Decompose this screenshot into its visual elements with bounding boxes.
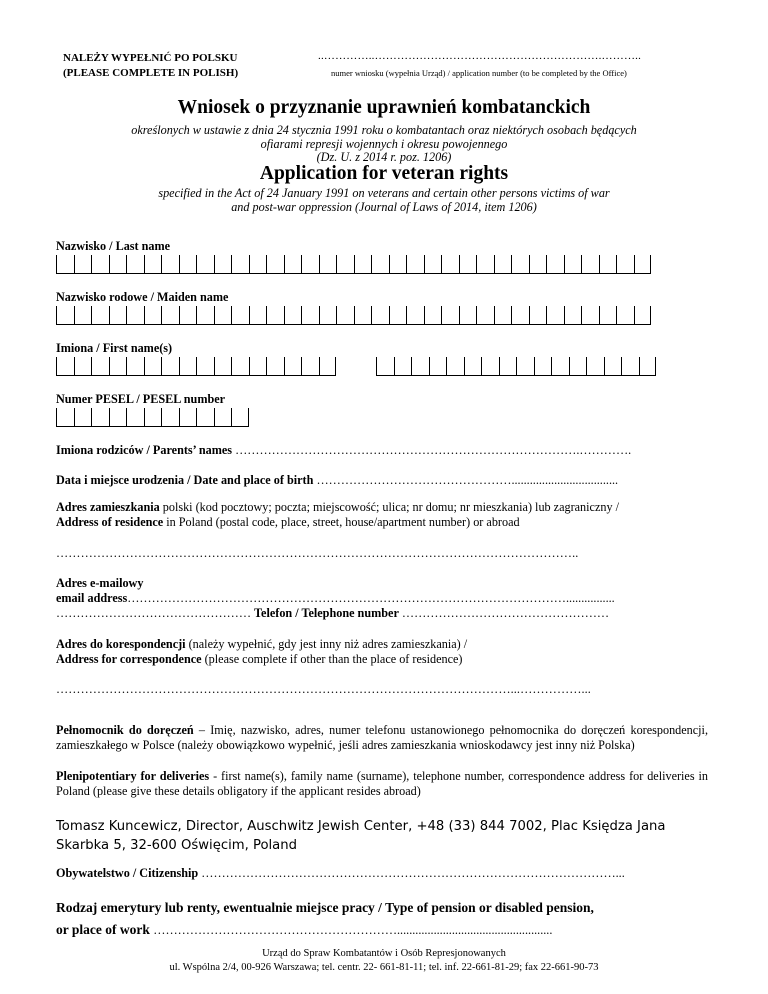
char-box[interactable] [546, 255, 564, 274]
residence-dots[interactable]: ……………………………………………………………………………………………………………….. [56, 546, 579, 560]
char-box[interactable] [109, 357, 127, 376]
char-box[interactable] [319, 255, 337, 274]
char-box[interactable] [179, 408, 197, 427]
char-box[interactable] [161, 408, 179, 427]
first-name-2-boxes[interactable] [376, 357, 656, 376]
char-box[interactable] [389, 306, 407, 325]
instruction-en: (PLEASE COMPLETE IN POLISH) [63, 67, 239, 79]
phone-dots-after[interactable]: …………………………………………… [401, 606, 610, 620]
maiden-name-label: Nazwisko rodowe / Maiden name [56, 290, 229, 304]
char-box[interactable] [231, 306, 249, 325]
phone-label: Telefon / Telephone number [254, 606, 399, 620]
char-box[interactable] [284, 306, 302, 325]
char-box[interactable] [109, 255, 127, 274]
title-en: Application for veteran rights [259, 163, 509, 184]
parents-names-row[interactable] [56, 443, 706, 458]
char-box[interactable] [621, 357, 639, 376]
char-box[interactable] [196, 255, 214, 274]
char-box[interactable] [564, 255, 582, 274]
char-box[interactable] [459, 255, 477, 274]
char-box[interactable] [74, 357, 92, 376]
char-box[interactable] [551, 357, 569, 376]
char-box[interactable] [56, 408, 74, 427]
char-box[interactable] [56, 255, 74, 274]
email-label-en: email address [56, 591, 128, 605]
char-box[interactable] [161, 255, 179, 274]
char-box[interactable] [336, 255, 354, 274]
char-box[interactable] [494, 306, 512, 325]
char-box[interactable] [74, 306, 92, 325]
char-box[interactable] [109, 306, 127, 325]
char-box[interactable] [126, 255, 144, 274]
instruction-pl: NALEŻY WYPEŁNIĆ PO POLSKU [63, 52, 238, 64]
correspondence-label [56, 637, 708, 667]
char-box[interactable] [91, 357, 109, 376]
char-box[interactable] [126, 408, 144, 427]
pension-label-line-1: Rodzaj emerytury lub renty, ewentualnie miejsce pracy / Type of pension or disabled pension, [56, 900, 594, 915]
char-box[interactable] [284, 357, 302, 376]
char-box[interactable] [371, 255, 389, 274]
maiden-name-boxes[interactable] [56, 306, 651, 325]
char-box[interactable] [411, 357, 429, 376]
plenipotentiary-bold-en: Plenipotentiary for deliveries [56, 769, 210, 783]
char-box[interactable] [406, 306, 424, 325]
char-box[interactable] [634, 306, 652, 325]
char-box[interactable] [494, 255, 512, 274]
char-box[interactable] [429, 357, 447, 376]
subtitle-en-line-1: specified in the Act of 24 January 1991 on veterans and certain other persons victims of war [158, 186, 610, 200]
char-box[interactable] [476, 255, 494, 274]
last-name-boxes[interactable] [56, 255, 651, 274]
birth-label: Data i miejsce urodzenia / Date and place of birth [56, 473, 314, 487]
char-box[interactable] [354, 306, 372, 325]
subtitle-en-line-2: and post-war oppression (Journal of Laws of 2014, item 1206) [231, 199, 537, 214]
char-box[interactable] [266, 255, 284, 274]
correspondence-text-en: (please complete if other than the place of residence) [201, 652, 463, 666]
char-box[interactable] [126, 357, 144, 376]
char-box[interactable] [161, 357, 179, 376]
char-box[interactable] [196, 357, 214, 376]
char-box[interactable] [376, 357, 394, 376]
char-box[interactable] [144, 357, 162, 376]
char-box[interactable] [319, 357, 337, 376]
char-box[interactable] [91, 255, 109, 274]
subtitle-pl [60, 124, 708, 165]
char-box[interactable] [266, 306, 284, 325]
phone-row[interactable] [56, 606, 706, 621]
char-box[interactable] [214, 306, 232, 325]
language-instruction [63, 51, 238, 81]
footer [0, 947, 768, 975]
pension-label [56, 897, 708, 941]
char-box[interactable] [249, 357, 267, 376]
char-box[interactable] [499, 357, 517, 376]
char-box[interactable] [529, 255, 547, 274]
residence-label-en: Address of residence [56, 515, 164, 529]
email-label [56, 576, 708, 606]
char-box[interactable] [301, 357, 319, 376]
char-box[interactable] [214, 357, 232, 376]
char-box[interactable] [604, 357, 622, 376]
phone-dots-before[interactable]: ………………………………………… [56, 606, 251, 620]
char-box[interactable] [569, 357, 587, 376]
char-box[interactable] [581, 255, 599, 274]
char-box[interactable] [424, 255, 442, 274]
char-box[interactable] [616, 255, 634, 274]
application-number-field[interactable]: ..…………..…………………………………………………….……….. [318, 50, 642, 62]
pesel-label: Numer PESEL / PESEL number [56, 392, 226, 406]
birth-row[interactable] [56, 473, 706, 488]
char-box[interactable] [371, 306, 389, 325]
char-box[interactable] [511, 306, 529, 325]
char-box[interactable] [389, 255, 407, 274]
char-box[interactable] [616, 306, 634, 325]
char-box[interactable] [91, 306, 109, 325]
char-box[interactable] [534, 357, 552, 376]
char-box[interactable] [441, 255, 459, 274]
char-box[interactable] [126, 306, 144, 325]
char-box[interactable] [301, 255, 319, 274]
char-box[interactable] [529, 306, 547, 325]
char-box[interactable] [581, 306, 599, 325]
char-box[interactable] [394, 357, 412, 376]
char-box[interactable] [336, 306, 354, 325]
plenipotentiary-bold-pl: Pełnomocnik do doręczeń [56, 723, 194, 737]
char-box[interactable] [441, 306, 459, 325]
email-dots[interactable]: ………………………………………………………………………………………………................ [127, 591, 615, 605]
char-box[interactable] [464, 357, 482, 376]
residence-label-pl: Adres zamieszkania [56, 500, 160, 514]
char-box[interactable] [284, 255, 302, 274]
application-number-label: numer wniosku (wypełnia Urząd) / application number (to be completed by the Office) [331, 68, 627, 78]
char-box[interactable] [406, 255, 424, 274]
footer-contact: ul. Wspólna 2/4, 00-926 Warszawa; tel. centr. 22- 661-81-11; tel. inf. 22-661-81-29; fax 22-661-90-73 [169, 962, 599, 973]
char-box[interactable] [301, 306, 319, 325]
char-box[interactable] [481, 357, 499, 376]
first-names-label: Imiona / First name(s) [56, 341, 173, 355]
char-box[interactable] [354, 255, 372, 274]
char-box[interactable] [179, 306, 197, 325]
char-box[interactable] [511, 255, 529, 274]
char-box[interactable] [179, 255, 197, 274]
correspondence-label-en: Address for correspondence [56, 652, 202, 666]
char-box[interactable] [599, 306, 617, 325]
citizenship-label: Obywatelstwo / Citizenship [56, 866, 199, 880]
char-box[interactable] [266, 357, 284, 376]
plenipotentiary-text-pl: – Imię, nazwisko, adres, numer telefonu ustanowionego pełnomocnika do doręczeń korespondencji, zamieszkałego w Polsce (należy obowiązkowo wypełnić, jeśli adres zamieszkania wnioskodawcy jest inny niż Polska) [56, 723, 708, 752]
char-box[interactable] [161, 306, 179, 325]
char-box[interactable] [56, 357, 74, 376]
char-box[interactable] [56, 306, 74, 325]
char-box[interactable] [634, 255, 652, 274]
char-box[interactable] [179, 357, 197, 376]
pension-dots[interactable]: ……………………………………………………................................................... [153, 923, 553, 937]
residence-text-en: in Poland (postal code, place, street, house/apartment number) or abroad [163, 515, 520, 529]
residence-label [56, 500, 708, 530]
subtitle-pl-line-1: określonych w ustawie z dnia 24 stycznia 1991 roku o kombatantach oraz niektórych osobach będących [131, 123, 637, 137]
citizenship-dots[interactable]: …………………………………………………………………………………………... [201, 866, 625, 880]
footer-office: Urząd do Spraw Kombatantów i Osób Represjonowanych [262, 948, 506, 959]
correspondence-dots[interactable]: …………………………………………………………………………………………………...……………... [56, 682, 591, 696]
char-box[interactable] [249, 306, 267, 325]
char-box[interactable] [196, 408, 214, 427]
char-box[interactable] [424, 306, 442, 325]
email-label-pl: Adres e-mailowy [56, 576, 144, 590]
pension-label-line-2: or place of work [56, 922, 150, 937]
correspondence-text-pl: (należy wypełnić, gdy jest inny niż adres zamieszkania) / [185, 637, 468, 651]
subtitle-pl-line-2: ofiarami represji wojennych i okresu powojennego [260, 136, 508, 151]
plenipotentiary-label-en [56, 769, 708, 799]
char-box[interactable] [144, 306, 162, 325]
char-box[interactable] [476, 306, 494, 325]
char-box[interactable] [74, 408, 92, 427]
char-box[interactable] [214, 255, 232, 274]
char-box[interactable] [144, 255, 162, 274]
char-box[interactable] [231, 255, 249, 274]
subtitle-en [60, 187, 708, 214]
char-box[interactable] [74, 255, 92, 274]
plenipotentiary-value[interactable]: Tomasz Kuncewicz, Director, Auschwitz Jewish Center, +48 (33) 844 7002, Plac Księdza Jana Skarbka 5, 32-600 Oświęcim, Poland [56, 819, 666, 853]
char-box[interactable] [109, 408, 127, 427]
char-box[interactable] [586, 357, 604, 376]
char-box[interactable] [319, 306, 337, 325]
birth-dots[interactable]: …………………………………………................................... [316, 473, 619, 487]
char-box[interactable] [459, 306, 477, 325]
residence-text-pl: polski (kod pocztowy; poczta; miejscowość; ulica; nr domu; nr mieszkania) lub zagraniczny / [159, 500, 619, 514]
char-box[interactable] [231, 408, 249, 427]
char-box[interactable] [446, 357, 464, 376]
subtitle-pl-line-3: (Dz. U. z 2014 r. poz. 1206) [316, 150, 452, 164]
char-box[interactable] [639, 357, 657, 376]
plenipotentiary-text-en: - first name(s), family name (surname), telephone number, correspondence address for deliveries in Poland (please give these details obligatory if the applicant resides abroad) [56, 769, 708, 798]
title-pl: Wniosek o przyznanie uprawnień kombatanckich [177, 97, 591, 118]
pesel-boxes[interactable] [56, 408, 249, 427]
char-box[interactable] [231, 357, 249, 376]
char-box[interactable] [516, 357, 534, 376]
char-box[interactable] [546, 306, 564, 325]
char-box[interactable] [214, 408, 232, 427]
char-box[interactable] [144, 408, 162, 427]
first-name-1-boxes[interactable] [56, 357, 336, 376]
char-box[interactable] [91, 408, 109, 427]
last-name-label: Nazwisko / Last name [56, 239, 171, 253]
char-box[interactable] [196, 306, 214, 325]
plenipotentiary-label-pl [56, 723, 708, 753]
char-box[interactable] [564, 306, 582, 325]
parents-names-label: Imiona rodziców / Parents’ names [56, 443, 233, 457]
char-box[interactable] [249, 255, 267, 274]
correspondence-label-pl: Adres do korespondencji [56, 637, 186, 651]
citizenship-row[interactable] [56, 866, 706, 881]
parents-names-dots[interactable]: ………………………………………………………………………….…………. [235, 443, 632, 457]
char-box[interactable] [599, 255, 617, 274]
